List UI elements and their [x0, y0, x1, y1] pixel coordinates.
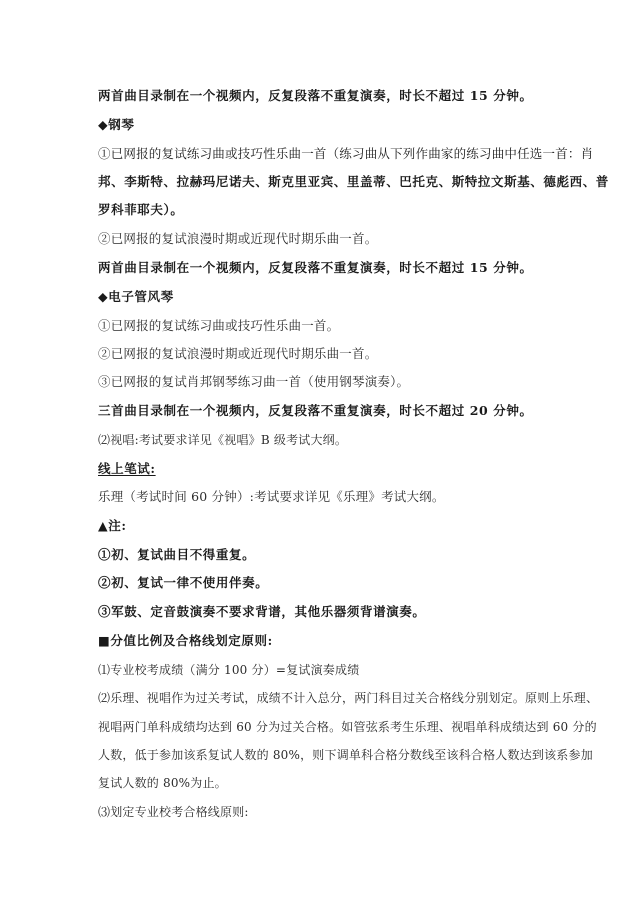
text-line: ②已网报的复试浪漫时期或近现代时期乐曲一首。: [98, 231, 378, 246]
text-line: 复试人数的 80%为止。: [98, 776, 227, 790]
section-heading-note: ▲注:: [98, 518, 127, 533]
text-line-bold: 罗科菲耶夫）。: [98, 202, 184, 217]
text-line: ⑵视唱:考试要求详见《视唱》B 级考试大纲。: [98, 433, 348, 447]
text-line-bold: 两首曲目录制在一个视频内，反复段落不重复演奏，时长不超过 15 分钟。: [98, 260, 533, 275]
section-heading-online-exam: 线上笔试:: [98, 461, 156, 476]
note-item: ②初、复试一律不使用伴奏。: [98, 575, 269, 590]
text-line: 人数，低于参加该系复试人数的 80%，则下调单科合格分数线至该科合格人数达到该系参加: [98, 748, 593, 762]
text-line-bold: 三首曲目录制在一个视频内，反复段落不重复演奏，时长不超过 20 分钟。: [98, 403, 533, 418]
section-heading-organ: ◆电子管风琴: [98, 289, 174, 304]
text-line: ⑶划定专业校考合格线原则:: [98, 805, 249, 819]
text-line: ⑴专业校考成绩（满分 100 分）=复试演奏成绩: [98, 663, 360, 677]
text-line: ⑵乐理、视唱作为过关考试，成绩不计入总分，两门科目过关合格线分别划定。原则上乐理、: [98, 691, 599, 705]
section-heading-score: ■分值比例及合格线划定原则:: [98, 633, 273, 648]
section-heading-piano: ◆钢琴: [98, 117, 135, 132]
text-line: ①已网报的复试练习曲或技巧性乐曲一首（练习曲从下列作曲家的练习曲中任选一首：肖: [98, 146, 594, 161]
text-line: 视唱两门单科成绩均达到 60 分为过关合格。如管弦系考生乐理、视唱单科成绩达到 60 分的: [98, 720, 597, 734]
note-item: ①初、复试曲目不得重复。: [98, 547, 256, 562]
text-line: ②已网报的复试浪漫时期或近现代时期乐曲一首。: [98, 346, 378, 361]
text-line: ③已网报的复试肖邦钢琴练习曲一首（使用钢琴演奏）。: [98, 374, 410, 389]
text-line: ①已网报的复试练习曲或技巧性乐曲一首。: [98, 318, 340, 333]
text-line-bold: 两首曲目录制在一个视频内，反复段落不重复演奏，时长不超过 15 分钟。: [98, 88, 533, 103]
text-line: 乐理（考试时间 60 分钟）:考试要求详见《乐理》考试大纲。: [98, 489, 445, 504]
text-line-bold: 邦、李斯特、拉赫玛尼诺夫、斯克里亚宾、里盖蒂、巴托克、斯特拉文斯基、德彪西、普: [98, 174, 609, 189]
note-item: ③军鼓、定音鼓演奏不要求背谱，其他乐器须背谱演奏。: [98, 604, 426, 619]
